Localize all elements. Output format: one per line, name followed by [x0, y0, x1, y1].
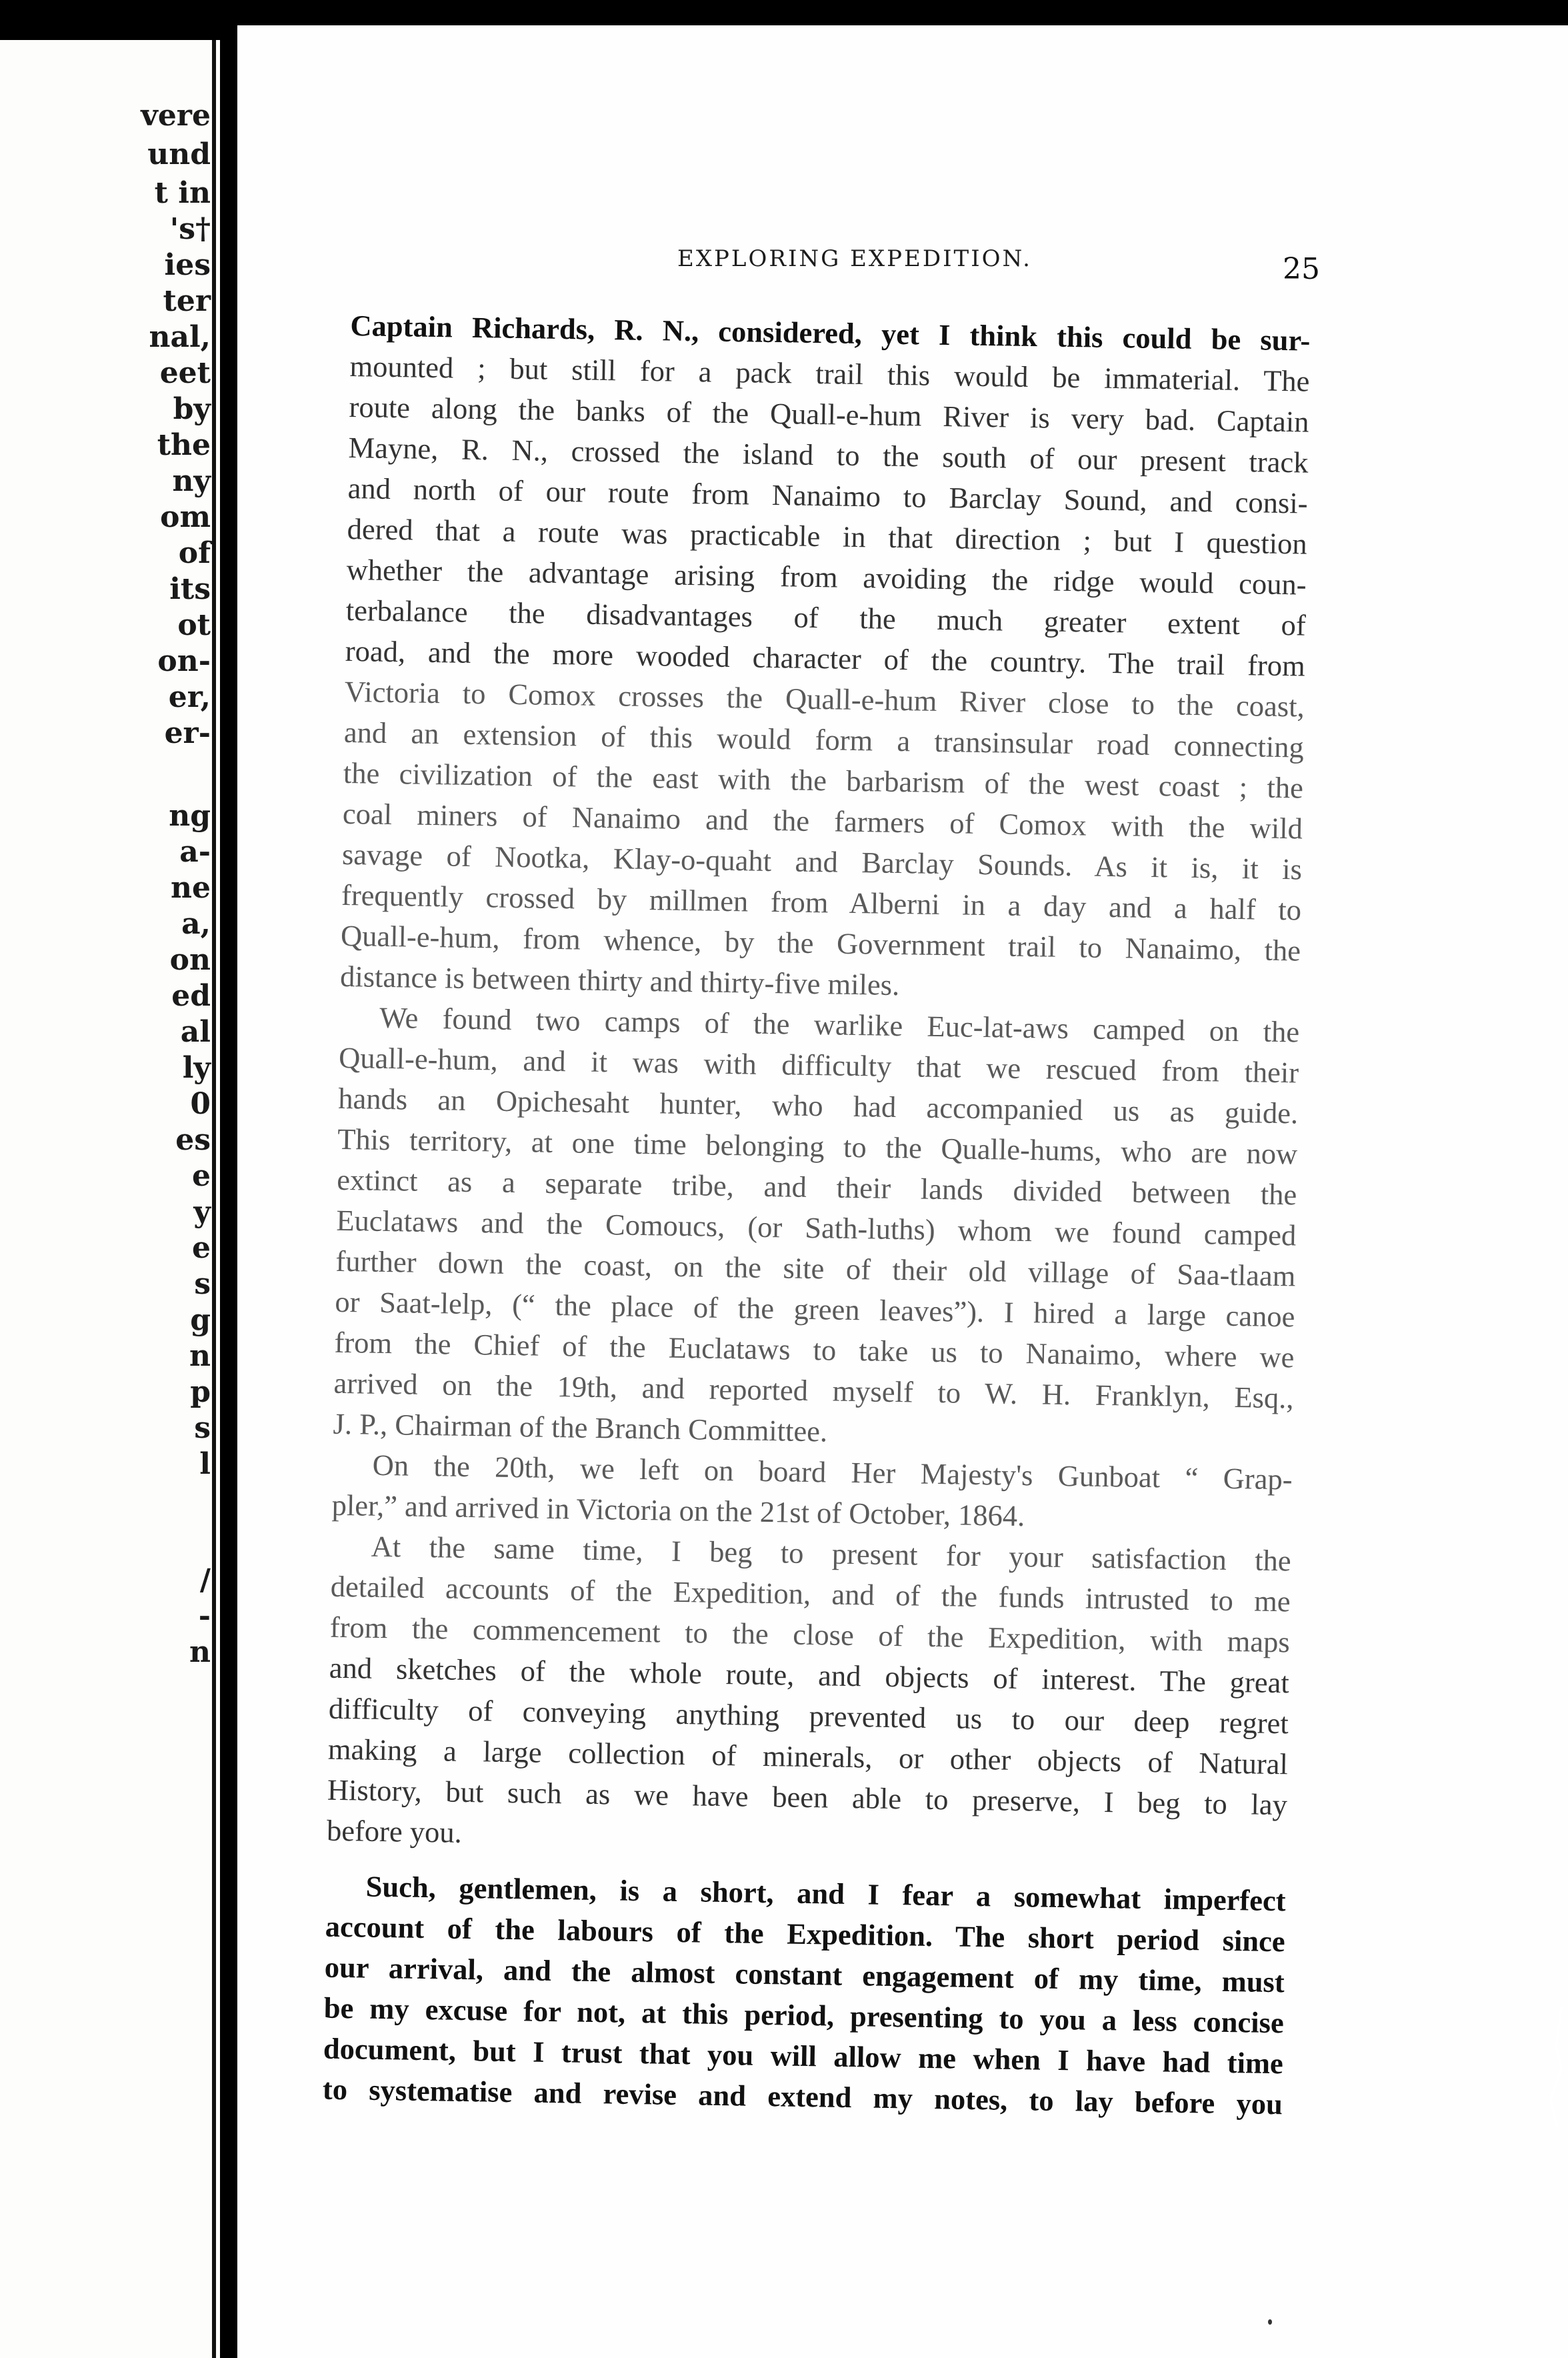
- prev-page-word-fragment: om: [160, 500, 211, 534]
- prev-page-word-fragment: n: [189, 1339, 211, 1373]
- text-line: difficulty of conveying anything prevented us to our deep regret: [328, 1691, 1289, 1740]
- prev-page-word-fragment: y: [193, 1195, 211, 1229]
- prev-page-word-fragment: a,: [181, 907, 211, 941]
- prev-page-word-fragment: ies: [164, 248, 211, 282]
- prev-page-word-fragment: of: [178, 536, 211, 570]
- prev-page-word-fragment: on-: [157, 644, 211, 678]
- text-line: We found two camps of the warlike Euc-lat-aws camped on the: [379, 1000, 1300, 1049]
- text-line: Euclataws and the Comoucs, (or Sath-luths) whom we found camped: [336, 1203, 1297, 1252]
- page-gutter: [212, 40, 216, 2358]
- prev-page-word-fragment: vere: [141, 99, 211, 133]
- prev-page-word-fragment: e: [192, 1159, 211, 1193]
- text-line: frequently crossed by millmen from Alberni in a day and a half to: [341, 878, 1302, 927]
- prev-page-word-fragment: the: [157, 428, 211, 462]
- text-line: extinct as a separate tribe, and their lands divided between the: [337, 1162, 1297, 1212]
- text-line: whether the advantage arising from avoiding the ridge would coun-: [346, 552, 1307, 602]
- text-line: road, and the more wooded character of the country. The trail from: [345, 634, 1306, 683]
- prev-page-word-fragment: l: [199, 1447, 211, 1481]
- text-line: Such, gentlemen, is a short, and I fear a somewhat imperfect: [365, 1869, 1286, 1918]
- prev-page-word-fragment: on: [169, 943, 211, 977]
- text-line: detailed accounts of the Expedition, and of the funds intrusted to me: [330, 1569, 1291, 1618]
- prev-page-word-fragment: s: [194, 1411, 211, 1445]
- prev-page-word-fragment: ly: [182, 1051, 211, 1085]
- text-line: mounted ; but still for a pack trail this would be immaterial. The: [349, 349, 1310, 398]
- text-line: be my excuse for not, at this period, presenting to you a less concise: [323, 1991, 1285, 2040]
- prev-page-word-fragment: er-: [164, 716, 211, 750]
- text-line: History, but such as we have been able to preserve, I beg to lay: [327, 1773, 1288, 1822]
- text-line: and sketches of the whole route, and objects of interest. The great: [329, 1650, 1290, 1700]
- text-line: and an extension of this would form a transinsular road connecting: [343, 715, 1305, 764]
- prev-page-word-fragment: by: [173, 392, 211, 426]
- text-line: distance is between thirty and thirty-five miles.: [339, 959, 900, 1002]
- text-line: pler,” and arrived in Victoria on the 21st of October, 1864.: [331, 1488, 1025, 1533]
- prev-page-word-fragment: 0: [190, 1087, 211, 1121]
- prev-page-word-fragment: nal,: [149, 320, 211, 354]
- prev-page-word-fragment: p: [190, 1375, 211, 1409]
- text-line: the civilization of the east with the barbarism of the west coast ; the: [343, 756, 1304, 805]
- text-line: further down the coast, on the site of their old village of Saa-tlaam: [335, 1244, 1296, 1293]
- prev-page-word-fragment: es: [175, 1123, 211, 1157]
- prev-page-word-fragment: ng: [169, 799, 211, 833]
- book-page: [237, 25, 1568, 2358]
- prev-page-word-fragment: n: [189, 1635, 211, 1669]
- prev-page-word-fragment: its: [169, 572, 211, 606]
- ink-speck: [1268, 2319, 1272, 2325]
- text-line: Quall-e-hum, from whence, by the Government trail to Nanaimo, the: [340, 918, 1301, 968]
- prev-page-word-fragment: 's†: [169, 212, 211, 246]
- prev-page-word-fragment: und: [147, 137, 211, 171]
- text-line: Mayne, R. N., crossed the island to the south of our present track: [348, 430, 1309, 479]
- text-line: dered that a route was practicable in that direction ; but I question: [347, 511, 1307, 561]
- text-line: before you.: [326, 1813, 463, 1849]
- text-line: hands an Opichesaht hunter, who had accompanied us as guide.: [337, 1081, 1299, 1130]
- text-line: making a large collection of minerals, or other objects of Natural: [327, 1732, 1289, 1781]
- prev-page-word-fragment: /: [199, 1563, 211, 1597]
- text-line: account of the labours of the Expedition. The short period since: [325, 1909, 1286, 1959]
- text-line: This territory, at one time belonging to the Qualle-hums, who are now: [337, 1122, 1298, 1171]
- text-line: from the Chief of the Euclataws to take us to Nanaimo, where we: [334, 1325, 1295, 1374]
- text-line: and north of our route from Nanaimo to Barclay Sound, and consi-: [347, 471, 1308, 520]
- text-line: from the commencement to the close of the Expedition, with maps: [329, 1610, 1291, 1659]
- page-edge-mark: [1541, 2007, 1568, 2127]
- prev-page-word-fragment: -: [198, 1599, 211, 1633]
- prev-page-word-fragment: ny: [172, 464, 211, 498]
- prev-page-word-fragment: ter: [163, 284, 211, 318]
- prev-page-word-fragment: t in: [154, 176, 211, 210]
- text-line: or Saat-lelp, (“ the place of the green leaves”). I hired a large canoe: [335, 1284, 1295, 1334]
- text-line: document, but I trust that you will allow me when I have had time: [323, 2031, 1284, 2081]
- prev-page-word-fragment: al: [180, 1015, 211, 1049]
- prev-page-word-fragment: ot: [177, 608, 211, 642]
- text-line: to systematise and revise and extend my notes, to lay before you: [322, 2072, 1283, 2121]
- prev-page-word-fragment: ed: [171, 979, 211, 1013]
- text-line: J. P., Chairman of the Branch Committee.: [333, 1406, 828, 1448]
- text-line: our arrival, and the almost constant engagement of my time, must: [324, 1950, 1285, 1999]
- running-head: EXPLORING EXPEDITION.: [677, 245, 1032, 272]
- text-line: Quall-e-hum, and it was with difficulty that we rescued from their: [338, 1040, 1299, 1090]
- prev-page-word-fragment: g: [190, 1303, 211, 1337]
- page-number: 25: [1283, 252, 1320, 286]
- prev-page-word-fragment: er,: [168, 680, 211, 714]
- text-line: route along the banks of the Quall-e-hum River is very bad. Captain: [349, 389, 1309, 439]
- text-line: savage of Nootka, Klay-o-quaht and Barclay Sounds. As it is, it is: [341, 837, 1303, 886]
- prev-page-word-fragment: a-: [179, 835, 211, 869]
- page-header: [237, 25, 1568, 305]
- text-line: Captain Richards, R. N., considered, yet I think this could be sur-: [350, 308, 1311, 357]
- prev-page-word-fragment: s: [194, 1267, 211, 1301]
- prev-page-word-fragment: e: [192, 1231, 211, 1265]
- prev-page-word-fragment: ne: [171, 871, 211, 905]
- text-line: Victoria to Comox crosses the Quall-e-hum River close to the coast,: [344, 674, 1305, 724]
- text-body: [322, 305, 1310, 2125]
- previous-page-strip: [0, 40, 220, 2358]
- text-line: terbalance the disadvantages of the much greater extent of: [345, 593, 1307, 642]
- text-line: At the same time, I beg to present for your satisfaction the: [371, 1529, 1291, 1578]
- prev-page-word-fragment: eet: [159, 356, 211, 390]
- text-line: On the 20th, we left on board Her Majesty's Gunboat “ Grap-: [372, 1448, 1293, 1496]
- text-line: coal miners of Nanaimo and the farmers of Comox with the wild: [342, 796, 1303, 846]
- text-line: arrived on the 19th, and reported myself to W. H. Franklyn, Esq.,: [333, 1366, 1294, 1415]
